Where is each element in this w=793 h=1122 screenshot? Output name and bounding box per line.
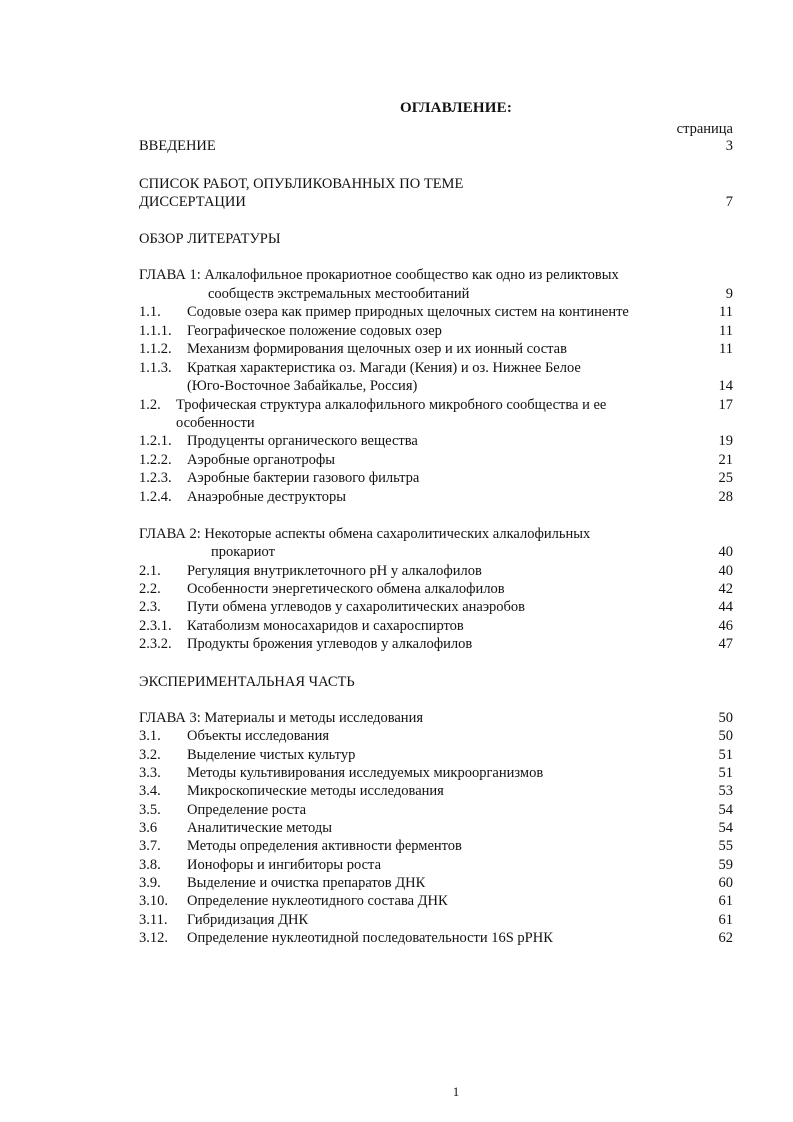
toc-entry [0,673,793,691]
toc-entry-number: 3.10. [139,893,168,909]
toc-entry-text: ОБЗОР ЛИТЕРАТУРЫ [139,231,281,247]
toc-entry-text: Аэробные органотрофы [187,452,335,468]
toc-entry-text: Ионофоры и ингибиторы роста [187,857,382,873]
toc-entry-page: 42 [718,581,733,597]
toc-entry [0,451,793,469]
toc-entry-number: 1.2.2. [139,452,172,468]
toc-entry-number: 1.1. [139,304,161,320]
toc-entry-text: Определение нуклеотидной последовательности 16S рРНК [187,930,553,946]
toc-entry-number: 1.1.2. [139,341,172,357]
toc-entry-page: 14 [718,378,733,394]
toc-entry-text: сообществ экстремальных местообитаний [208,286,470,302]
toc-entry-text: Анаэробные деструкторы [187,489,347,505]
toc-entry-text: ГЛАВА 2: Некоторые аспекты обмена сахаролитических алкалофильных [139,526,591,542]
toc-entry [0,303,793,321]
toc-entry-text: Регуляция внутриклеточного pH у алкалофилов [187,563,482,579]
toc-entry [0,543,793,561]
toc-entry-text: Гибридизация ДНК [187,912,309,928]
toc-entry [0,782,793,800]
toc-entry-text: Катаболизм моносахаридов и сахароспиртов [187,618,464,634]
toc-entry [0,469,793,487]
toc-entry-text: Продукты брожения углеводов у алкалофилов [187,636,473,652]
toc-entry-number: 1.2.3. [139,470,172,486]
toc-entry-text: особенности [176,415,255,431]
toc-entry [0,617,793,635]
toc-entry-number: 3.5. [139,802,161,818]
toc-entry [0,727,793,745]
toc-entry-text: ВВЕДЕНИЕ [139,138,216,154]
toc-entry-page: 46 [718,618,733,634]
toc-entry-page: 3 [725,138,733,154]
toc-entry-text: Методы культивирования исследуемых микроорганизмов [187,765,544,781]
toc-entry-page: 44 [718,599,733,615]
toc-entry-text: (Юго-Восточное Забайкалье, Россия) [187,378,418,394]
toc-entry-text: Особенности энергетического обмена алкалофилов [187,581,505,597]
toc-entry [0,488,793,506]
toc-entry-text: Выделение и очистка препаратов ДНК [187,875,426,891]
page-title: ОГЛАВЛЕНИЕ: [399,100,513,116]
toc-entry-number: 3.3. [139,765,161,781]
toc-entry-number: 1.1.3. [139,360,172,376]
page-column-label: страница [676,121,733,137]
toc-entry-page: 21 [718,452,733,468]
toc-entry [0,396,793,414]
toc-entry [0,230,793,248]
toc-entry-text: ГЛАВА 3: Материалы и методы исследования [139,710,423,726]
toc-entry-text: ЭКСПЕРИМЕНТАЛЬНАЯ ЧАСТЬ [139,674,355,690]
toc-entry-number: 1.1.1. [139,323,172,339]
toc-entry [0,137,793,155]
toc-entry-page: 51 [718,747,733,763]
toc-entry-page: 60 [718,875,733,891]
toc-entry [0,322,793,340]
toc-entry-number: 1.2.1. [139,433,172,449]
toc-entry-page: 62 [718,930,733,946]
toc-entry-page: 11 [719,323,733,339]
toc-entry-number: 2.2. [139,581,161,597]
toc-entry-number: 2.3.1. [139,618,172,634]
toc-entry-text: Определение роста [187,802,307,818]
toc-entry-text: Определение нуклеотидного состава ДНК [187,893,448,909]
toc-entry-text: Трофическая структура алкалофильного микробного сообщества и ее [176,397,607,413]
toc-entry-text: Механизм формирования щелочных озер и их ионный состав [187,341,567,357]
toc-entry-page: 59 [718,857,733,873]
toc-entry-page: 51 [718,765,733,781]
toc-entry-text: Аналитические методы [187,820,332,836]
toc-entry-page: 53 [718,783,733,799]
toc-entry-page: 54 [718,820,733,836]
toc-entry [0,525,793,543]
toc-entry-text: Микроскопические методы исследования [187,783,444,799]
toc-entry-page: 55 [718,838,733,854]
toc-entry [0,377,793,395]
toc-entry-page: 50 [718,710,733,726]
toc-entry-text: Пути обмена углеводов у сахаролитических анаэробов [187,599,526,615]
toc-entry-number: 3.4. [139,783,161,799]
toc-entry [0,911,793,929]
toc-entry-page: 47 [718,636,733,652]
toc-entry-text: Аэробные бактерии газового фильтра [187,470,420,486]
toc-entry-text: СПИСОК РАБОТ, ОПУБЛИКОВАННЫХ ПО ТЕМЕ [139,176,464,192]
toc-entry [0,285,793,303]
toc-entry-page: 61 [718,893,733,909]
toc-entry [0,856,793,874]
toc-entry-number: 3.2. [139,747,161,763]
toc-entry-text: Продуценты органического вещества [187,433,418,449]
toc-entry-number: 2.3. [139,599,161,615]
toc-entry [0,359,793,377]
toc-entry-page: 40 [718,563,733,579]
toc-entry-text: Краткая характеристика оз. Магади (Кения) и оз. Нижнее Белое [187,360,581,376]
toc-entry [0,801,793,819]
toc-entry-page: 11 [719,341,733,357]
toc-entry [0,598,793,616]
toc-entry [0,635,793,653]
toc-entry-page: 28 [718,489,733,505]
toc-entry-text: прокариот [211,544,275,560]
toc-entry-number: 2.3.2. [139,636,172,652]
toc-entry-number: 3.8. [139,857,161,873]
toc-entry [0,874,793,892]
toc-entry [0,892,793,910]
toc-entry-page: 50 [718,728,733,744]
toc-entry-page: 40 [718,544,733,560]
toc-entry-number: 3.6 [139,820,158,836]
toc-entry [0,193,793,211]
toc-entry-number: 3.12. [139,930,168,946]
toc-entry-page: 17 [718,397,733,413]
toc-entry [0,414,793,432]
toc-entry [0,837,793,855]
toc-entry-number: 1.2. [139,397,161,413]
toc-entry-page: 25 [718,470,733,486]
toc-entry [0,175,793,193]
toc-entry-text: Методы определения активности ферментов [187,838,462,854]
toc-entry [0,562,793,580]
toc-entry-number: 3.11. [139,912,168,928]
toc-entry-page: 19 [718,433,733,449]
toc-entry [0,580,793,598]
toc-entry [0,819,793,837]
toc-entry-text: ГЛАВА 1: Алкалофильное прокариотное сообщество как одно из реликтовых [139,267,619,283]
toc-entry-text: Географическое положение содовых озер [187,323,442,339]
toc-entry-number: 3.1. [139,728,161,744]
toc-entry-number: 1.2.4. [139,489,172,505]
page-number: 1 [452,1084,460,1099]
toc-entry-text: ДИССЕРТАЦИИ [139,194,246,210]
toc-entry-page: 9 [725,286,733,302]
toc-entry-page: 61 [718,912,733,928]
toc-entry [0,746,793,764]
toc-entry-text: Объекты исследования [187,728,329,744]
toc-entry-number: 3.7. [139,838,161,854]
toc-entry [0,764,793,782]
toc-entry-page: 54 [718,802,733,818]
toc-entry [0,340,793,358]
toc-entry [0,709,793,727]
toc-entry-text: Содовые озера как пример природных щелочных систем на континенте [187,304,629,320]
toc-entry-text: Выделение чистых культур [187,747,356,763]
toc-entry-page: 7 [725,194,733,210]
toc-entry-number: 3.9. [139,875,161,891]
toc-entry-number: 2.1. [139,563,161,579]
toc-entry [0,266,793,284]
toc-entry-page: 11 [719,304,733,320]
toc-entry [0,432,793,450]
toc-entry [0,929,793,947]
